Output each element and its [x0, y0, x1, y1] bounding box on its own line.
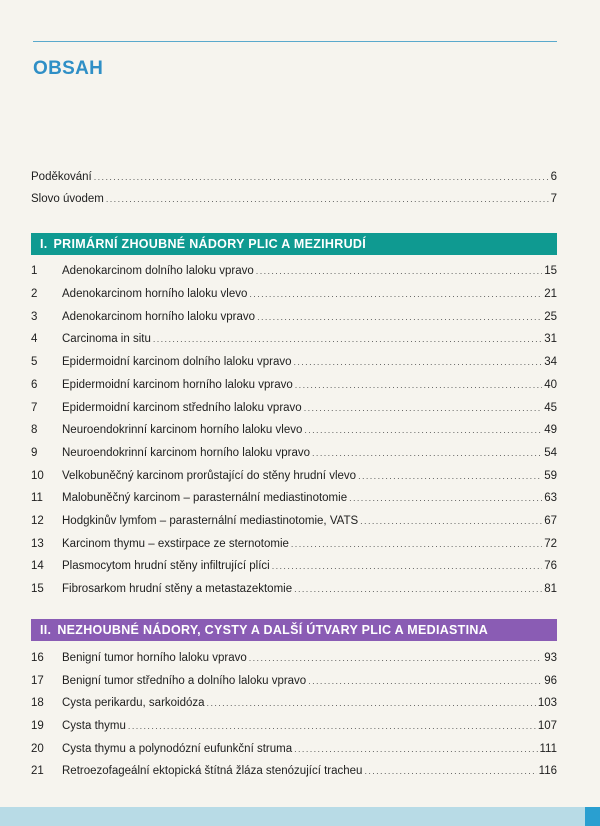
toc-entry[interactable] — [31, 492, 557, 510]
toc-page-number: 49 — [544, 424, 557, 436]
toc-page-number: 15 — [544, 265, 557, 277]
toc-entry-number: 2 — [31, 288, 38, 300]
dot-leader — [106, 194, 549, 204]
toc-entry[interactable] — [31, 720, 557, 738]
toc-page-number: 34 — [544, 356, 557, 368]
section-header-2 — [31, 619, 557, 641]
dot-leader — [128, 721, 536, 731]
dot-leader — [312, 448, 542, 458]
toc-entry-label: Plasmocytom hrudní stěny infiltrující plíci — [62, 560, 270, 572]
toc-entry-acknowledgements[interactable] — [31, 171, 557, 189]
section-title: PRIMÁRNÍ ZHOUBNÉ NÁDORY PLIC A MEZIHRUDÍ — [53, 237, 367, 251]
dot-leader — [294, 584, 542, 594]
dot-leader — [360, 516, 542, 526]
dot-leader — [364, 766, 536, 776]
toc-page-number: 31 — [544, 333, 557, 345]
dot-leader — [272, 561, 542, 571]
dot-leader — [207, 698, 536, 708]
toc-entry-number: 7 — [31, 402, 38, 414]
toc-entry-foreword[interactable] — [31, 193, 557, 211]
toc-entry-label: Velkobuněčný karcinom prorůstající do stěny hrudní vlevo — [62, 470, 357, 482]
toc-entry-number: 1 — [31, 265, 38, 277]
toc-entry-number: 8 — [31, 424, 38, 436]
toc-entry-label: Karcinom thymu – exstirpace ze sternotomie — [62, 538, 289, 550]
toc-entry[interactable] — [31, 447, 557, 465]
dot-leader — [308, 676, 542, 686]
dot-leader — [257, 312, 542, 322]
bottom-band — [0, 807, 600, 826]
toc-entry[interactable] — [31, 333, 557, 351]
toc-entry-label: Retroezofageální ektopická štítná žláza stenózující tracheu — [62, 765, 363, 777]
toc-page-number: 63 — [544, 492, 557, 504]
top-divider — [33, 41, 557, 42]
toc-page-number: 111 — [539, 743, 557, 755]
toc-page-number: 107 — [537, 720, 557, 732]
toc-entry-label: Neuroendokrinní karcinom horního laloku vpravo — [62, 447, 311, 459]
toc-entry[interactable] — [31, 402, 557, 420]
toc-entry-number: 6 — [31, 379, 38, 391]
toc-entry[interactable] — [31, 265, 557, 283]
toc-entry[interactable] — [31, 515, 557, 533]
toc-entry-number: 17 — [31, 675, 44, 687]
dot-leader — [295, 380, 542, 390]
toc-page-number: 76 — [544, 560, 557, 572]
toc-entry[interactable] — [31, 583, 557, 601]
toc-page-number: 59 — [544, 470, 557, 482]
section-roman: II. — [40, 623, 52, 637]
dot-leader — [294, 744, 537, 754]
toc-page-number: 72 — [544, 538, 557, 550]
toc-page-number: 25 — [544, 311, 557, 323]
toc-page-number: 103 — [537, 697, 557, 709]
toc-entry[interactable] — [31, 288, 557, 306]
toc-entry-label: Poděkování — [31, 171, 92, 183]
toc-entry-number: 4 — [31, 333, 38, 345]
toc-entry-number: 19 — [31, 720, 44, 732]
toc-page-number: 81 — [544, 583, 557, 595]
dot-leader — [358, 471, 542, 481]
toc-entry[interactable] — [31, 356, 557, 374]
toc-entry-number: 5 — [31, 356, 38, 368]
toc-entry-label: Neuroendokrinní karcinom horního laloku vlevo — [62, 424, 303, 436]
toc-entry-number: 14 — [31, 560, 44, 572]
toc-entry-number: 9 — [31, 447, 38, 459]
toc-page-number: 6 — [550, 171, 557, 183]
toc-entry[interactable] — [31, 652, 557, 670]
toc-entry-label: Cysta thymu — [62, 720, 126, 732]
toc-page-number: 93 — [544, 652, 557, 664]
toc-entry[interactable] — [31, 675, 557, 693]
toc-entry-label: Slovo úvodem — [31, 193, 104, 205]
toc-entry[interactable] — [31, 379, 557, 397]
toc-entry-number: 3 — [31, 311, 38, 323]
section-roman: I. — [40, 237, 48, 251]
dot-leader — [291, 539, 542, 549]
toc-entry-label: Hodgkinův lymfom – parasternální mediastinotomie, VATS — [62, 515, 359, 527]
section-header-1 — [31, 233, 557, 255]
toc-entry-number: 18 — [31, 697, 44, 709]
dot-leader — [249, 653, 542, 663]
page-title: OBSAH — [33, 58, 104, 79]
dot-leader — [304, 403, 543, 413]
toc-page-number: 116 — [538, 765, 557, 777]
toc-page-number: 54 — [544, 447, 557, 459]
toc-entry-number: 20 — [31, 743, 44, 755]
toc-entry-label: Malobuněčný karcinom – parasternální mediastinotomie — [62, 492, 348, 504]
toc-entry-label: Carcinoma in situ — [62, 333, 151, 345]
toc-entry-label: Adenokarcinom dolního laloku vpravo — [62, 265, 254, 277]
dot-leader — [293, 357, 542, 367]
toc-entry[interactable] — [31, 424, 557, 442]
section-title: NEZHOUBNÉ NÁDORY, CYSTY A DALŠÍ ÚTVARY PLIC A MEDIASTINA — [57, 623, 489, 637]
toc-entry-number: 21 — [31, 765, 44, 777]
toc-page-number: 21 — [544, 288, 557, 300]
toc-entry-label: Benigní tumor středního a dolního laloku vpravo — [62, 675, 307, 687]
toc-entry[interactable] — [31, 538, 557, 556]
toc-entry-label: Fibrosarkom hrudní stěny a metastazektomie — [62, 583, 293, 595]
toc-entry-label: Adenokarcinom horního laloku vlevo — [62, 288, 248, 300]
toc-page-number: 7 — [550, 193, 557, 205]
toc-entry-number: 13 — [31, 538, 44, 550]
toc-entry-label: Epidermoidní karcinom dolního laloku vpravo — [62, 356, 292, 368]
dot-leader — [349, 493, 542, 503]
toc-entry[interactable] — [31, 560, 557, 578]
dot-leader — [153, 334, 542, 344]
toc-entry[interactable] — [31, 765, 557, 783]
dot-leader — [249, 289, 542, 299]
toc-page-number: 67 — [544, 515, 557, 527]
toc-page-number: 40 — [544, 379, 557, 391]
toc-entry-label: Benigní tumor horního laloku vpravo — [62, 652, 247, 664]
toc-entry-label: Cysta perikardu, sarkoidóza — [62, 697, 205, 709]
toc-entry-label: Cysta thymu a polynodózní eufunkční struma — [62, 743, 293, 755]
dot-leader — [94, 172, 549, 182]
toc-entry[interactable] — [31, 311, 557, 329]
toc-entry-label: Epidermoidní karcinom horního laloku vpravo — [62, 379, 293, 391]
toc-entry-label: Epidermoidní karcinom středního laloku vpravo — [62, 402, 302, 414]
toc-page-number: 45 — [544, 402, 557, 414]
page-edge-tab — [585, 807, 600, 826]
toc-entry-number: 15 — [31, 583, 44, 595]
toc-page-number: 96 — [544, 675, 557, 687]
toc-entry-number: 10 — [31, 470, 44, 482]
dot-leader — [304, 425, 542, 435]
toc-entry-number: 12 — [31, 515, 44, 527]
toc-entry[interactable] — [31, 743, 557, 761]
dot-leader — [256, 266, 542, 276]
toc-entry-number: 11 — [31, 492, 43, 504]
toc-entry-number: 16 — [31, 652, 44, 664]
toc-entry[interactable] — [31, 470, 557, 488]
toc-entry[interactable] — [31, 697, 557, 715]
toc-entry-label: Adenokarcinom horního laloku vpravo — [62, 311, 256, 323]
